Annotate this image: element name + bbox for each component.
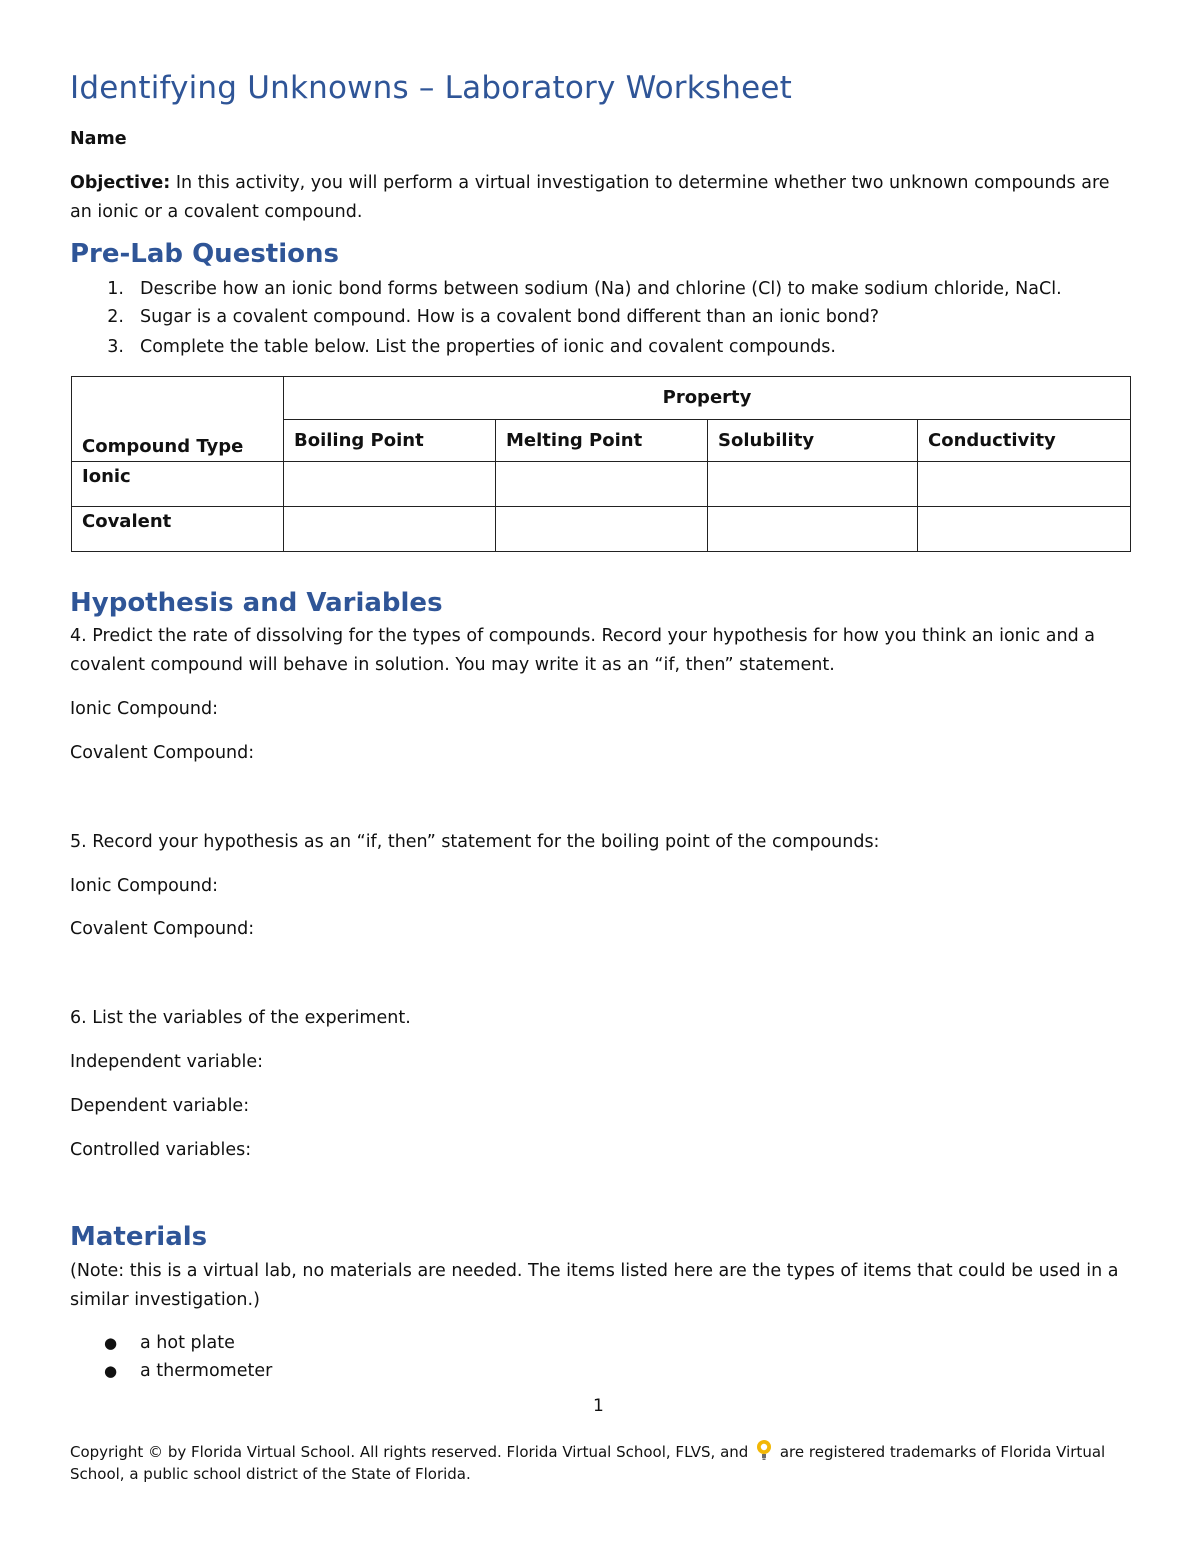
objective-paragraph <box>70 169 1135 227</box>
properties-table <box>71 376 1131 552</box>
footer-text-end: are registered trademarks of Florida Virtual School, a public school district of the State of Florida. <box>70 1443 1106 1483</box>
objective-label: Objective: <box>70 173 171 193</box>
flvs-logo-icon <box>755 1439 773 1461</box>
table-cell[interactable] <box>496 462 708 507</box>
materials-item-thermometer: a thermometer <box>140 1361 273 1381</box>
question-5: 5. Record your hypothesis as an “if, then” statement for the boiling point of the compounds: <box>70 832 880 852</box>
prelab-question-3: Complete the table below. List the properties of ionic and covalent compounds. <box>140 337 836 357</box>
question-number: 1. <box>107 279 124 299</box>
materials-note: (Note: this is a virtual lab, no materials are needed. The items listed here are the types of items that could be used in a similar investigation.) <box>70 1261 1119 1310</box>
column-header-melting-point: Melting Point <box>496 419 708 462</box>
column-header-solubility: Solubility <box>708 419 918 462</box>
objective-text: In this activity, you will perform a virtual investigation to determine whether two unknown compounds are an ionic or a covalent compound. <box>70 173 1110 222</box>
row-label-covalent: Covalent <box>72 507 284 552</box>
q4-ionic-label: Ionic Compound: <box>70 699 218 719</box>
q5-ionic-label: Ionic Compound: <box>70 876 218 896</box>
dependent-variable-label: Dependent variable: <box>70 1096 250 1116</box>
table-cell[interactable] <box>284 462 496 507</box>
question-4: 4. Predict the rate of dissolving for the types of compounds. Record your hypothesis for how you think an ionic and a covalent compound will behave in solution. You may write it as an “if, then” statement. <box>70 626 1096 675</box>
row-label-ionic: Ionic <box>72 462 284 507</box>
independent-variable-label: Independent variable: <box>70 1052 263 1072</box>
column-header-conductivity: Conductivity <box>918 419 1131 462</box>
compound-type-header: Compound Type <box>72 377 284 462</box>
prelab-question-2: Sugar is a covalent compound. How is a covalent bond different than an ionic bond? <box>140 307 880 327</box>
table-cell[interactable] <box>496 507 708 552</box>
document-title: Identifying Unknowns – Laboratory Worksheet <box>70 70 792 106</box>
copyright-footer <box>70 1439 1140 1485</box>
page-number: 1 <box>593 1396 604 1416</box>
bullet-icon: ● <box>104 1362 118 1380</box>
controlled-variables-label: Controlled variables: <box>70 1140 252 1160</box>
prelab-heading: Pre-Lab Questions <box>70 239 339 269</box>
q4-covalent-label: Covalent Compound: <box>70 743 255 763</box>
materials-item-hot-plate: a hot plate <box>140 1333 235 1353</box>
table-cell[interactable] <box>918 507 1131 552</box>
table-cell[interactable] <box>918 462 1131 507</box>
question-number: 3. <box>107 337 124 357</box>
table-row <box>72 462 1131 507</box>
property-group-header: Property <box>284 377 1131 420</box>
question-number: 2. <box>107 307 124 327</box>
table-row <box>72 507 1131 552</box>
table-cell[interactable] <box>284 507 496 552</box>
bullet-icon: ● <box>104 1334 118 1352</box>
hypothesis-heading: Hypothesis and Variables <box>70 588 443 618</box>
footer-text-start: Copyright © by Florida Virtual School. All rights reserved. Florida Virtual School, FLVS, and <box>70 1443 754 1461</box>
table-cell[interactable] <box>708 507 918 552</box>
name-label: Name <box>70 129 127 149</box>
materials-heading: Materials <box>70 1222 208 1252</box>
prelab-question-1: Describe how an ionic bond forms between sodium (Na) and chlorine (Cl) to make sodium chloride, NaCl. <box>140 279 1062 299</box>
column-header-boiling-point: Boiling Point <box>284 419 496 462</box>
table-cell[interactable] <box>708 462 918 507</box>
q5-covalent-label: Covalent Compound: <box>70 919 255 939</box>
question-6: 6. List the variables of the experiment. <box>70 1008 411 1028</box>
